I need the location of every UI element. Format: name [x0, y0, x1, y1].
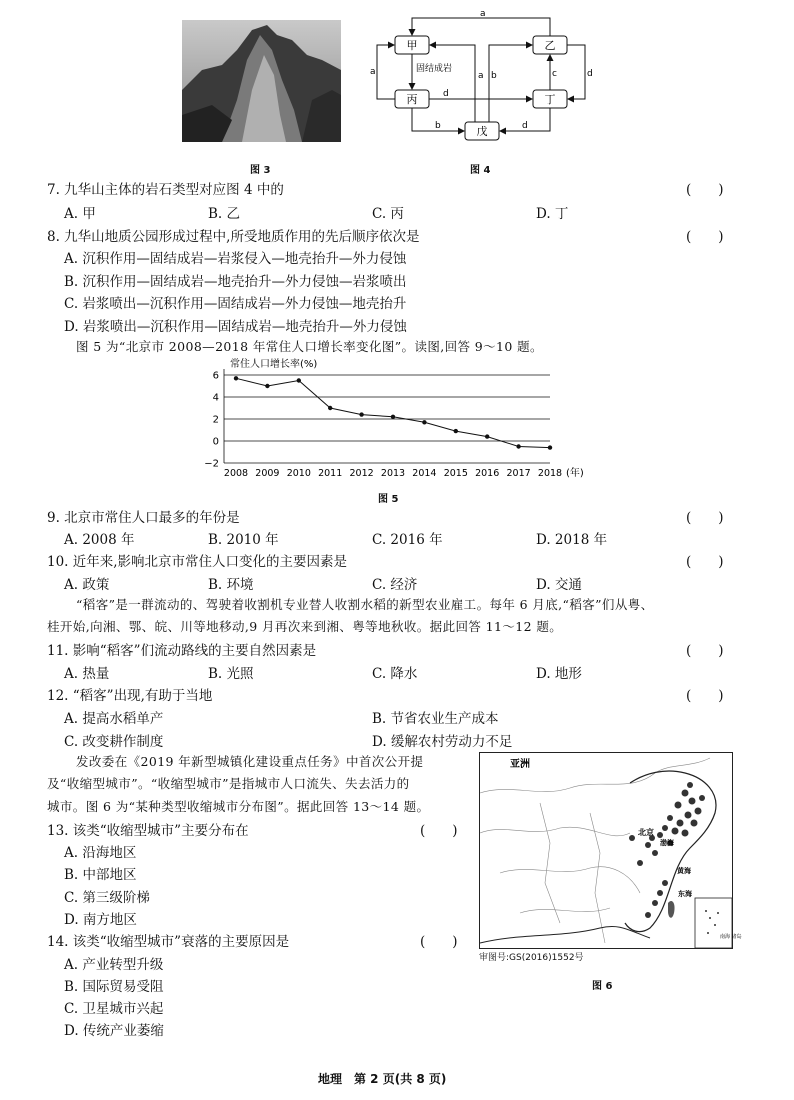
rock-cycle-diagram — [365, 8, 595, 148]
arrow-a-top: a — [480, 9, 486, 19]
data-point — [422, 420, 426, 424]
q12-option-a[interactable]: A. 提高水稻单产 — [64, 711, 164, 727]
x-tick-label: 2016 — [475, 468, 500, 479]
y-tick-label: 4 — [212, 392, 219, 404]
y-tick-label: −2 — [204, 458, 219, 470]
x-tick-label: 2015 — [443, 468, 468, 479]
page-footer: 地理 第 2 页(共 8 页) — [318, 1072, 447, 1086]
q11-option-c[interactable]: C. 降水 — [372, 666, 418, 682]
q13-paren[interactable]: ( ) — [420, 823, 458, 839]
map-label-bohai: 渤海 — [660, 839, 674, 847]
q13-option-b[interactable]: B. 中部地区 — [64, 867, 137, 883]
x-tick-label: 2013 — [380, 468, 406, 479]
q10-paren[interactable]: ( ) — [686, 554, 724, 570]
map-review-number: 审图号:GS(2016)1552号 — [479, 953, 584, 963]
node-bing: 丙 — [406, 93, 418, 106]
label-guji: 固结成岩 — [416, 64, 453, 74]
q7-stem: 7. 九华山主体的岩石类型对应图 4 中的 — [47, 182, 284, 198]
q9-option-b[interactable]: B. 2010 年 — [208, 532, 279, 548]
q12-paren[interactable]: ( ) — [686, 688, 724, 704]
x-tick-label: 2017 — [506, 468, 531, 479]
map-label-huanghai: 黄海 — [677, 867, 691, 875]
q7-option-a[interactable]: A. 甲 — [64, 206, 96, 222]
q13-stem: 13. 该类“收缩型城市”主要分布在 — [47, 823, 249, 839]
chart-title: 常住人口增长率(%) — [230, 359, 318, 370]
node-ding: 丁 — [544, 93, 556, 106]
map-label-beijing: 北京 — [638, 828, 654, 837]
q11-paren[interactable]: ( ) — [686, 643, 724, 659]
q10-option-a[interactable]: A. 政策 — [64, 577, 110, 593]
x-tick-label: 2008 — [223, 468, 249, 479]
q11-stem: 11. 影响“稻客”们流动路线的主要自然因素是 — [47, 643, 317, 659]
data-point — [485, 434, 489, 438]
x-tick-label: 2012 — [349, 468, 374, 479]
data-point — [328, 406, 332, 410]
x-tick-label: 2018 — [537, 468, 563, 479]
map-label-nanhai: 南海 诸岛 — [720, 934, 742, 940]
q13-option-c[interactable]: C. 第三级阶梯 — [64, 890, 150, 906]
node-wu: 戊 — [476, 125, 488, 138]
q11-option-d[interactable]: D. 地形 — [536, 666, 582, 682]
q9-option-a[interactable]: A. 2008 年 — [64, 532, 135, 548]
node-yi: 乙 — [544, 39, 556, 52]
mountain-photo — [182, 20, 341, 142]
q7-option-b[interactable]: B. 乙 — [208, 206, 241, 222]
arrow-d-bottom: d — [522, 121, 528, 131]
growth-chart — [200, 355, 600, 480]
arrow-d-mid: d — [443, 89, 449, 99]
q8-stem: 8. 九华山地质公园形成过程中,所受地质作用的先后顺序依次是 — [47, 229, 420, 245]
fig4-caption: 图 4 — [470, 165, 491, 176]
fig6-intro-line2: 及“收缩型城市”。“收缩型城市”是指城市人口流失、失去活力的 — [47, 776, 410, 791]
map-label-donghai: 东海 — [678, 890, 692, 898]
q9-option-d[interactable]: D. 2018 年 — [536, 532, 608, 548]
daoke-intro-line1: “稻客”是一群流动的、驾驶着收割机专业替人收割水稻的新型农业雇工。每年 6 月底,“稻客”们从粤、 — [76, 597, 654, 612]
data-point — [454, 429, 458, 433]
x-tick-label: 2014 — [412, 468, 437, 479]
q12-stem: 12. “稻客”出现,有助于当地 — [47, 688, 213, 704]
q14-paren[interactable]: ( ) — [420, 934, 458, 950]
y-tick-label: 6 — [212, 370, 219, 382]
daoke-intro-line2: 桂开始,向湘、鄂、皖、川等地移动,9 月再次来到湘、粤等地秋收。据此回答 11～12 题。 — [47, 619, 563, 634]
arrow-a-mid: a — [478, 71, 484, 81]
q10-option-d[interactable]: D. 交通 — [536, 577, 582, 593]
data-point — [359, 412, 363, 416]
x-tick-label: 2011 — [318, 468, 343, 479]
fig6-intro-line1: 发改委在《2019 年新型城镇化建设重点任务》中首次公开提 — [76, 754, 424, 769]
q8-option-a[interactable]: A. 沉积作用—固结成岩—岩浆侵入—地壳抬升—外力侵蚀 — [64, 251, 407, 267]
q10-option-b[interactable]: B. 环境 — [208, 577, 254, 593]
q8-option-d[interactable]: D. 岩浆喷出—沉积作用—固结成岩—地壳抬升—外力侵蚀 — [64, 319, 407, 335]
q14-option-c[interactable]: C. 卫星城市兴起 — [64, 1001, 164, 1017]
q9-paren[interactable]: ( ) — [686, 510, 724, 526]
q13-option-a[interactable]: A. 沿海地区 — [64, 845, 137, 861]
fig3-caption: 图 3 — [250, 165, 271, 176]
arrow-b-bottom: b — [435, 121, 441, 131]
fig5-caption: 图 5 — [378, 494, 399, 505]
q7-option-d[interactable]: D. 丁 — [536, 206, 569, 222]
y-tick-label: 0 — [212, 436, 219, 448]
q8-option-c[interactable]: C. 岩浆喷出—沉积作用—固结成岩—外力侵蚀—地壳抬升 — [64, 296, 407, 312]
q14-option-b[interactable]: B. 国际贸易受阻 — [64, 979, 164, 995]
q7-paren[interactable]: ( ) — [686, 182, 724, 198]
fig5-intro: 图 5 为“北京市 2008—2018 年常住人口增长率变化图”。读图,回答 9～10 题。 — [76, 339, 543, 354]
map-label-asia: 亚洲 — [510, 759, 530, 770]
x-tick-label: 2010 — [286, 468, 311, 479]
q14-option-d[interactable]: D. 传统产业萎缩 — [64, 1023, 164, 1039]
q14-option-a[interactable]: A. 产业转型升级 — [64, 957, 164, 973]
q7-option-c[interactable]: C. 丙 — [372, 206, 404, 222]
q13-option-d[interactable]: D. 南方地区 — [64, 912, 137, 928]
q14-stem: 14. 该类“收缩型城市”衰落的主要原因是 — [47, 934, 290, 950]
q10-option-c[interactable]: C. 经济 — [372, 577, 418, 593]
china-map — [479, 752, 742, 949]
q12-option-d[interactable]: D. 缓解农村劳动力不足 — [372, 734, 513, 750]
fig6-intro-line3: 城市。图 6 为“某种类型收缩城市分布图”。据此回答 13～14 题。 — [47, 799, 430, 814]
q9-stem: 9. 北京市常住人口最多的年份是 — [47, 510, 240, 526]
series-line — [236, 378, 550, 447]
fig6-caption: 图 6 — [592, 981, 613, 992]
data-point — [391, 415, 395, 419]
y-tick-label: 2 — [212, 414, 219, 426]
data-point — [548, 445, 552, 449]
q8-option-b[interactable]: B. 沉积作用—固结成岩—地壳抬升—外力侵蚀—岩浆喷出 — [64, 274, 407, 290]
node-jia: 甲 — [406, 39, 418, 52]
arrow-c: c — [552, 69, 557, 79]
data-point — [297, 378, 301, 382]
arrow-b-mid: b — [491, 71, 497, 81]
data-point — [234, 376, 238, 380]
data-point — [516, 444, 520, 448]
x-tick-label: 2009 — [255, 468, 280, 479]
q11-option-a[interactable]: A. 热量 — [64, 666, 110, 682]
q12-option-b[interactable]: B. 节省农业生产成本 — [372, 711, 499, 727]
q9-option-c[interactable]: C. 2016 年 — [372, 532, 443, 548]
q11-option-b[interactable]: B. 光照 — [208, 666, 254, 682]
arrow-d-right: d — [587, 69, 593, 79]
q12-option-c[interactable]: C. 改变耕作制度 — [64, 734, 164, 750]
chart-x-unit: (年) — [566, 468, 584, 479]
data-point — [265, 384, 269, 388]
arrow-a-left: a — [370, 67, 376, 77]
q10-stem: 10. 近年来,影响北京市常住人口变化的主要因素是 — [47, 554, 348, 570]
q8-paren[interactable]: ( ) — [686, 229, 724, 245]
